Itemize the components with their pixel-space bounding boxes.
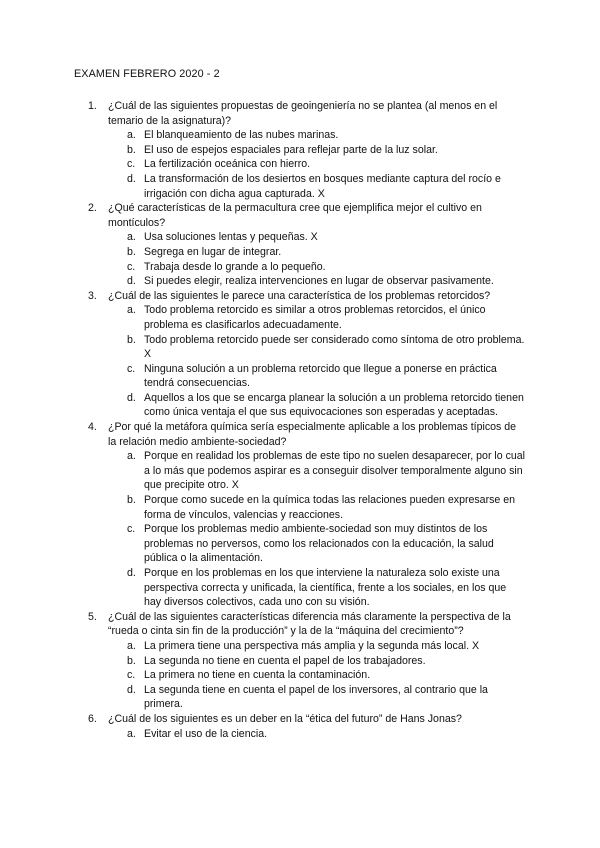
question-text: ¿Por qué la metáfora química sería especialmente aplicable a los problemas típicos de la relación medio ambiente-sociedad? — [108, 421, 517, 448]
question-6 — [74, 712, 526, 741]
question-number: 1. — [88, 100, 97, 112]
option-item — [108, 654, 526, 669]
exam-title: EXAMEN FEBRERO 2020 - 2 — [74, 68, 220, 80]
option-text: Todo problema retorcido es similar a otros problemas retorcidos, el único problema es clasificarlos adecuadamente. — [144, 304, 486, 331]
option-item — [108, 260, 526, 275]
option-letter: b. — [127, 245, 136, 258]
option-text: Trabaja desde lo grande a lo pequeño. — [144, 260, 326, 273]
option-item — [108, 639, 526, 654]
option-text: El uso de espejos espaciales para reflejar parte de la luz solar. — [144, 143, 438, 156]
option-letter: d. — [127, 172, 136, 185]
option-text: Porque como sucede en la química todas las relaciones pueden expresarse en forma de vínculos, valencias y reacciones. — [144, 494, 516, 521]
option-letter: b. — [127, 494, 136, 507]
option-letter: d. — [127, 567, 136, 579]
question-list — [74, 99, 526, 741]
option-letter: c. — [127, 158, 136, 171]
option-text: La transformación de los desiertos en bosques mediante captura del rocío e irrigación con dicha agua capturada. X — [144, 172, 501, 200]
option-letter: c. — [127, 523, 136, 536]
option-letter: b. — [127, 143, 136, 156]
question-1 — [74, 99, 526, 201]
option-item — [108, 245, 526, 260]
option-item — [108, 391, 526, 420]
option-text: La fertilización oceánica con hierro. — [144, 158, 311, 171]
option-letter: d. — [127, 391, 136, 404]
option-text: La segunda tiene en cuenta el papel de los inversores, al contrario que la primera. — [144, 683, 488, 711]
option-text: Segrega en lugar de integrar. — [144, 245, 282, 258]
question-text: ¿Cuál de las siguientes le parece una característica de los problemas retorcidos? — [108, 289, 491, 302]
option-letter: d. — [127, 275, 136, 288]
question-3 — [74, 289, 526, 420]
option-letter: c. — [127, 669, 136, 682]
option-letter: c. — [127, 362, 136, 375]
option-letter: c. — [127, 260, 136, 273]
question-number: 2. — [88, 202, 97, 215]
option-item — [108, 362, 526, 391]
question-number: 3. — [88, 289, 97, 302]
question-text: ¿Cuál de las siguientes propuestas de geoingeniería no se plantea (al menos en el temario de la asignatura)? — [108, 100, 498, 127]
option-text: Ninguna solución a un problema retorcido que llegue a ponerse en práctica tendrá consecuencias. — [144, 362, 497, 390]
question-number: 6. — [88, 712, 97, 725]
question-number: 4. — [88, 421, 97, 434]
option-item — [108, 522, 526, 566]
option-item — [108, 157, 526, 172]
option-item — [108, 333, 526, 362]
option-letter: d. — [127, 683, 136, 696]
option-item — [108, 230, 526, 245]
option-text: Usa soluciones lentas y pequeñas. X — [144, 231, 318, 244]
option-item — [108, 274, 526, 289]
option-item — [108, 143, 526, 158]
option-item — [108, 493, 526, 522]
question-4 — [74, 420, 526, 610]
option-letter: a. — [127, 231, 136, 244]
option-letter: a. — [127, 129, 136, 142]
option-letter: a. — [127, 450, 136, 463]
option-item — [108, 303, 526, 332]
question-text: ¿Cuál de las siguientes características diferencia más claramente la perspectiva de la “rueda o cinta sin fin de la producción” y la de la “máquina del crecimiento”? — [108, 610, 511, 638]
question-2 — [74, 201, 526, 289]
option-item — [108, 566, 526, 610]
option-item — [108, 668, 526, 683]
option-letter: a. — [127, 639, 136, 652]
option-text: La primera tiene una perspectiva más amplia y la segunda más local. X — [144, 639, 480, 652]
option-text: Todo problema retorcido puede ser considerado como síntoma de otro problema. X — [144, 333, 525, 361]
option-text: La primera no tiene en cuenta la contaminación. — [144, 669, 371, 682]
option-text: Evitar el uso de la ciencia. — [144, 727, 268, 740]
option-letter: b. — [127, 654, 136, 667]
option-item — [108, 449, 526, 493]
question-text: ¿Cuál de los siguientes es un deber en la “ética del futuro” de Hans Jonas? — [108, 712, 462, 725]
option-item — [108, 727, 526, 742]
option-text: La segunda no tiene en cuenta el papel de los trabajadores. — [144, 654, 426, 667]
option-letter: a. — [127, 727, 136, 740]
option-text: Porque en realidad los problemas de este tipo no suelen desaparecer, por lo cual a lo más que podemos aspirar es a conseguir disolver temporalmente alguno sin que precipite otro. X — [144, 450, 526, 492]
option-letter: a. — [127, 304, 136, 317]
option-text: El blanqueamiento de las nubes marinas. — [144, 129, 339, 142]
option-item — [108, 172, 526, 201]
option-text: Si puedes elegir, realiza intervenciones en lugar de observar pasivamente. — [144, 275, 494, 288]
question-text: ¿Qué características de la permacultura cree que ejemplifica mejor el cultivo en montículos? — [108, 202, 482, 229]
option-item — [108, 683, 526, 712]
option-letter: b. — [127, 333, 136, 346]
option-text: Porque los problemas medio ambiente-sociedad son muy distintos de los problemas no perversos, como los relacionados con la educación, la salud pública o la alimentación. — [144, 523, 494, 565]
option-text: Aquellos a los que se encarga planear la solución a un problema retorcido tienen como única ventaja el que sus equivocaciones son esperadas y aceptadas. — [144, 391, 524, 419]
question-5 — [74, 610, 526, 712]
question-number: 5. — [88, 610, 97, 623]
option-text: Porque en los problemas en los que interviene la naturaleza solo existe una perspectiva correcta y unificada, la científica, frente a los sociales, en los que hay diversos colectivos, cada uno con su visión. — [144, 567, 507, 609]
option-item — [108, 128, 526, 143]
